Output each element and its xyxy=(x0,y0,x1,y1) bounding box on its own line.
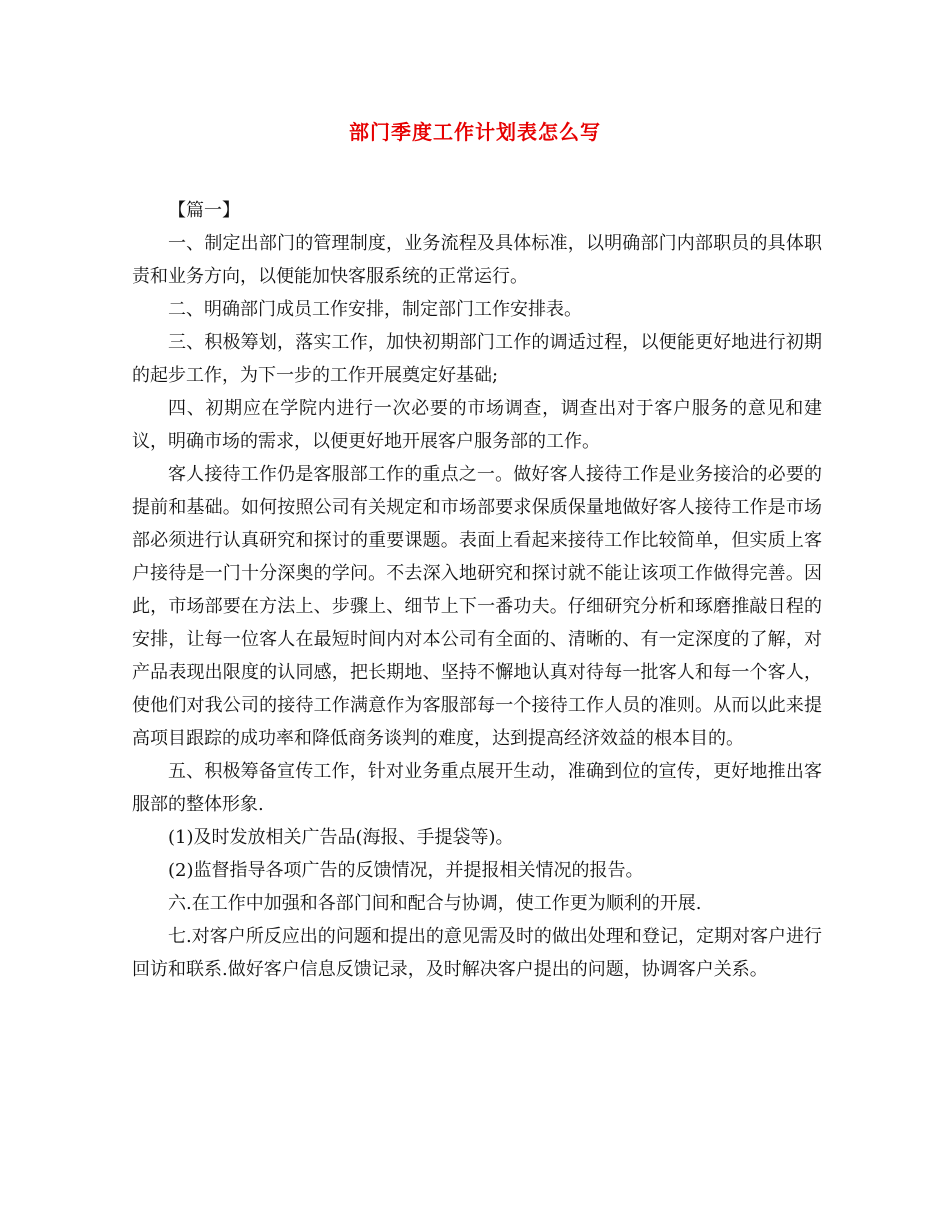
document-body xyxy=(132,194,822,986)
section-label: 【篇一】 xyxy=(168,200,240,221)
paragraph-8: (2)监督指导各项广告的反馈情况，并提报相关情况的报告。 xyxy=(168,860,644,881)
paragraph-3: 三、积极筹划，落实工作，加快初期部门工作的调适过程，以便能更好地进行初期的起步工作，为下一步的工作开展奠定好基础; xyxy=(132,332,822,386)
paragraph-4: 四、初期应在学院内进行一次必要的市场调查，调查出对于客户服务的意见和建议，明确市场的需求，以便更好地开展客户服务部的工作。 xyxy=(132,398,822,452)
paragraph-10: 七.对客户所反应出的问题和提出的意见需及时的做出处理和登记，定期对客户进行回访和联系.做好客户信息反馈记录，及时解决客户提出的问题，协调客户关系。 xyxy=(132,926,822,980)
paragraph-2: 二、明确部门成员工作安排，制定部门工作安排表。 xyxy=(168,299,582,320)
paragraph-9: 六.在工作中加强和各部门间和配合与协调，使工作更为顺利的开展. xyxy=(168,893,702,914)
paragraph-6: 五、积极筹备宣传工作，针对业务重点展开生动，准确到位的宣传，更好地推出客服部的整体形象. xyxy=(132,761,822,815)
paragraph-7: (1)及时发放相关广告品(海报、手提袋等)。 xyxy=(168,827,514,848)
paragraph-5: 客人接待工作仍是客服部工作的重点之一。做好客人接待工作是业务接洽的必要的提前和基础。如何按照公司有关规定和市场部要求保质保量地做好客人接待工作是市场部必须进行认真研究和探讨的重要课题。表面上看起来接待工作比较简单，但实质上客户接待是一门十分深奥的学问。不去深入地研究和探讨就不能让该项工作做得完善。因此，市场部要在方法上、步骤上、细节上下一番功夫。仔细研究分析和琢磨推敲日程的安排，让每一位客人在最短时间内对本公司有全面的、清晰的、有一定深度的了解，对产品表现出限度的认同感，把长期地、坚持不懈地认真对待每一批客人和每一个客人，使他们对我公司的接待工作满意作为客服部每一个接待工作人员的准则。从而以此来提高项目跟踪的成功率和降低商务谈判的难度，达到提高经济效益的根本目的。 xyxy=(132,464,822,749)
document-title: 部门季度工作计划表怎么写 xyxy=(349,120,601,144)
paragraph-1: 一、制定出部门的管理制度，业务流程及具体标准，以明确部门内部职员的具体职责和业务方向，以便能加快客服系统的正常运行。 xyxy=(132,233,822,287)
